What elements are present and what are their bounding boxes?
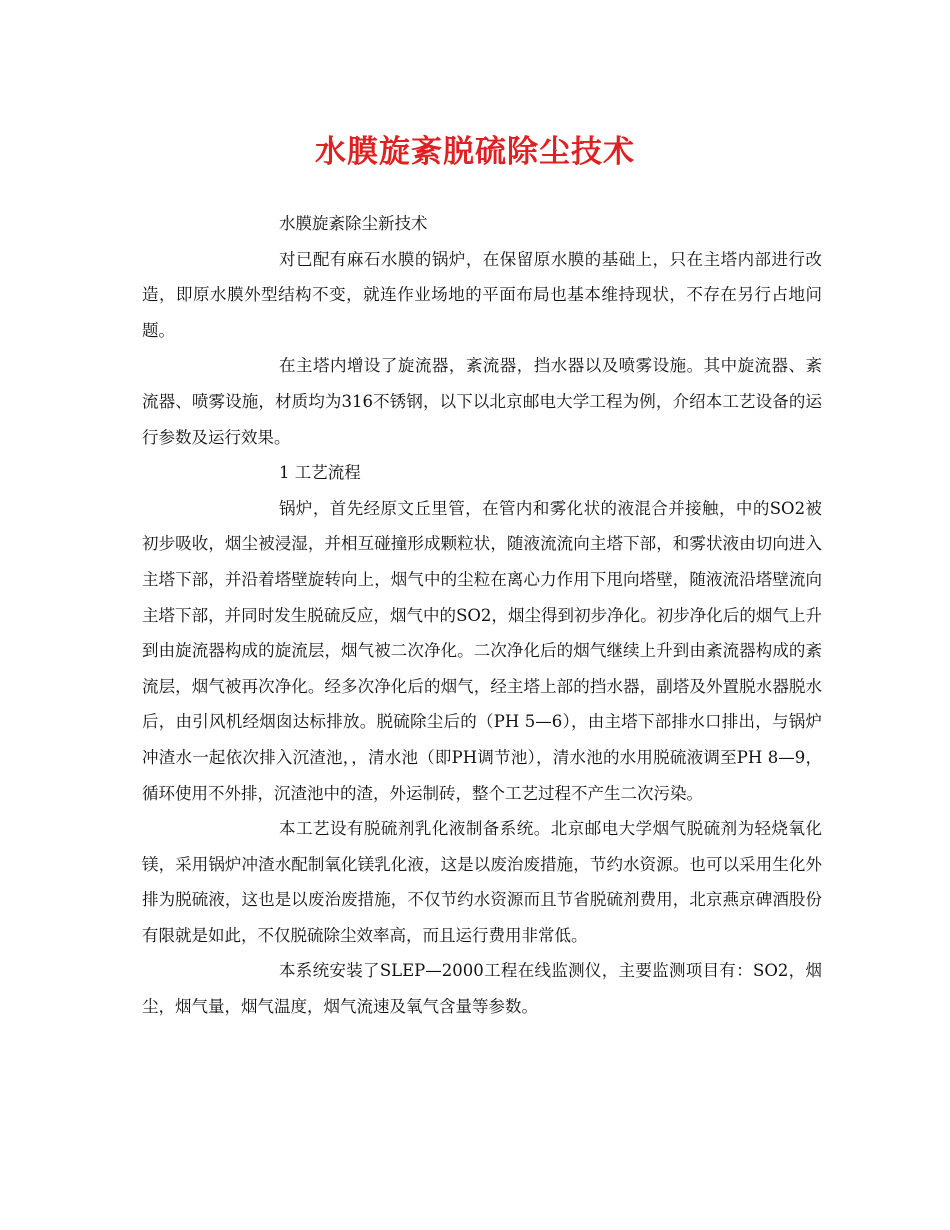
document-subtitle: 水膜旋紊除尘新技术 bbox=[279, 214, 428, 233]
paragraph-intro-2: 在主塔内增设了旋流器，紊流器，挡水器以及喷雾设施。其中旋流器、紊流器、喷雾设施，材质均为316不锈钢，以下以北京邮电大学工程为例，介绍本工艺设备的运行参数及运行效果。 bbox=[142, 356, 822, 447]
paragraph-intro-1: 对已配有麻石水膜的锅炉，在保留原水膜的基础上，只在主塔内部进行改造，即原水膜外型结构不变，就连作业场地的平面布局也基本维持现状，不存在另行占地问题。 bbox=[142, 249, 822, 340]
document-body bbox=[142, 206, 822, 1025]
paragraph-process-3: 本系统安装了SLEP—2000工程在线监测仪，主要监测项目有：SO2，烟尘，烟气量，烟气温度，烟气流速及氧气含量等参数。 bbox=[142, 961, 822, 1017]
paragraph-process-1: 锅炉，首先经原文丘里管，在管内和雾化状的液混合并接触，中的SO2被初步吸收，烟尘被浸湿，并相互碰撞形成颗粒状，随液流流向主塔下部，和雾状液由切向进入主塔下部，并沿着塔壁旋转向上，烟气中的尘粒在离心力作用下甩向塔壁，随液流沿塔壁流向主塔下部，并同时发生脱硫反应，烟气中的SO2，烟尘得到初步净化。初步净化后的烟气上升到由旋流器构成的旋流层，烟气被二次净化。二次净化后的烟气继续上升到由紊流器构成的紊流层，烟气被再次净化。经多次净化后的烟气，经主塔上部的挡水器，副塔及外置脱水器脱水后，由引风机经烟囱达标排放。脱硫除尘后的（PH 5—6），由主塔下部排水口排出，与锅炉冲渣水一起依次排入沉渣池，，清水池（即PH调节池），清水池的水用脱硫液调至PH 8—9，循环使用不外排，沉渣池中的渣，外运制砖，整个工艺过程不产生二次污染。 bbox=[142, 498, 822, 803]
document-title: 水膜旋紊脱硫除尘技术 bbox=[315, 134, 635, 170]
section-heading: 1 工艺流程 bbox=[279, 463, 361, 483]
paragraph-process-2: 本工艺设有脱硫剂乳化液制备系统。北京邮电大学烟气脱硫剂为轻烧氧化镁，采用锅炉冲渣水配制氧化镁乳化液，这是以废治废措施，节约水资源。也可以采用生化外排为脱硫液，这也是以废治废措施，不仅节约水资源而且节省脱硫剂费用，北京燕京碑酒股份有限就是如此，不仅脱硫除尘效率高，而且运行费用非常低。 bbox=[142, 819, 822, 945]
